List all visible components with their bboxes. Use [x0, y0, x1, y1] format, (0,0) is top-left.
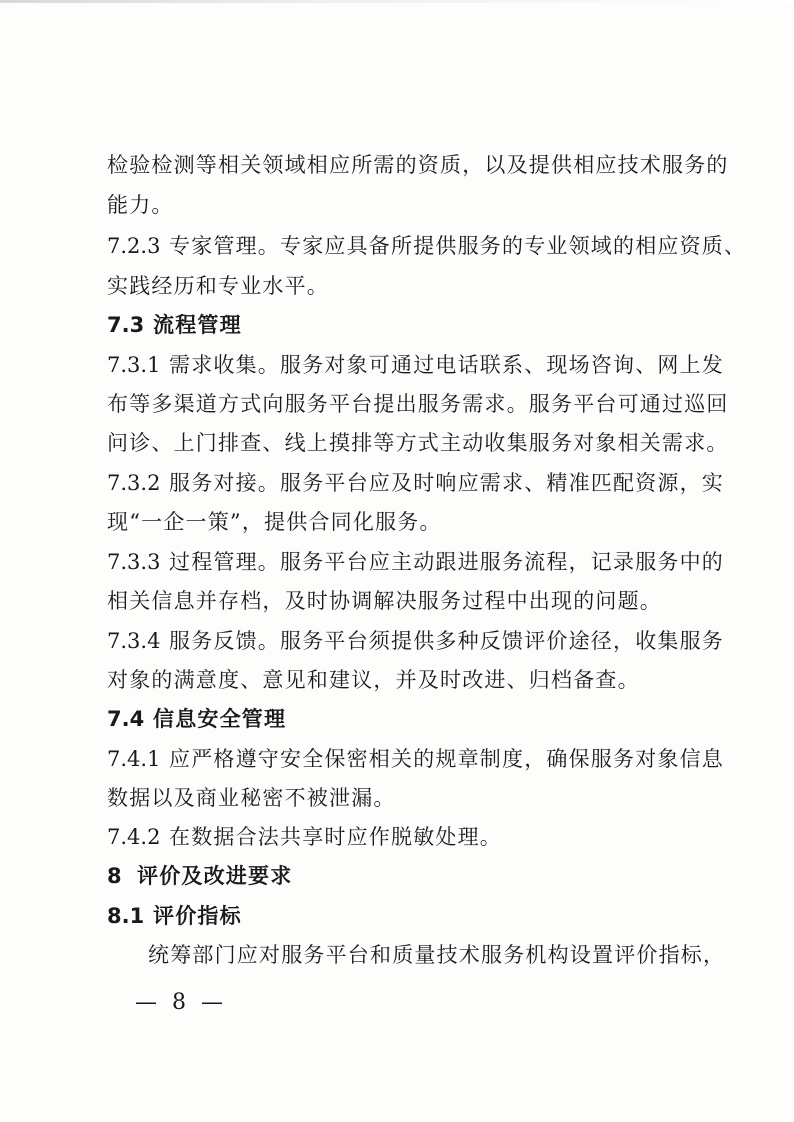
section-number: 7.4: [107, 707, 145, 731]
clause-7-4-2: 7.4.2 在数据合法共享时应作脱敏处理。: [107, 825, 502, 849]
body-line: 检验检测等相关领域相应所需的资质，以及提供相应技术服务的: [107, 153, 729, 177]
clause-7-3-1: 7.3.1 需求收集。服务对象可通过电话联系、现场咨询、网上发: [107, 353, 724, 377]
clause-number: 7.4.2: [107, 825, 161, 849]
scan-top-edge: [0, 0, 794, 3]
body-line: 统筹部门应对服务平台和质量技术服务机构设置评价指标，: [148, 943, 726, 967]
page-number: — 8 —: [135, 990, 227, 1015]
section-number: 8: [107, 864, 122, 888]
section-number: 8.1: [107, 904, 145, 928]
body-line: 现“一企一策”，提供合同化服务。: [107, 510, 442, 534]
clause-7-3-3: 7.3.3 过程管理。服务平台应主动跟进服务流程，记录服务中的: [107, 550, 724, 574]
body-line: 对象的满意度、意见和建议，并及时改进、归档备查。: [107, 668, 640, 692]
section-heading-8: 8 评价及改进要求: [107, 864, 293, 888]
section-heading-7-4: 7.4 信息安全管理: [107, 707, 287, 731]
body-line: 能力。: [107, 193, 174, 217]
body-line: 相关信息并存档，及时协调解决服务过程中出现的问题。: [107, 589, 662, 613]
clause-7-2-3: 7.2.3 专家管理。专家应具备所提供服务的专业领域的相应资质、: [107, 234, 747, 258]
clause-number: 7.4.1: [107, 747, 161, 771]
clause-7-4-1: 7.4.1 应严格遵守安全保密相关的规章制度，确保服务对象信息: [107, 747, 724, 771]
section-number: 7.3: [107, 313, 145, 337]
clause-7-3-4: 7.3.4 服务反馈。服务平台须提供多种反馈评价途径，收集服务: [107, 629, 724, 653]
body-line: 布等多渠道方式向服务平台提出服务需求。服务平台可通过巡回: [107, 392, 729, 416]
clause-number: 7.2.3: [107, 234, 161, 258]
clause-number: 7.3.4: [107, 629, 161, 653]
body-line: 问诊、上门排查、线上摸排等方式主动收集服务对象相关需求。: [107, 431, 729, 455]
body-line: 实践经历和专业水平。: [107, 274, 329, 298]
section-heading-8-1: 8.1 评价指标: [107, 904, 242, 928]
clause-7-3-2: 7.3.2 服务对接。服务平台应及时响应需求、精准匹配资源，实: [107, 471, 724, 495]
clause-number: 7.3.2: [107, 471, 161, 495]
clause-number: 7.3.3: [107, 550, 161, 574]
clause-number: 7.3.1: [107, 353, 161, 377]
section-heading-7-3: 7.3 流程管理: [107, 313, 242, 337]
body-line: 数据以及商业秘密不被泄漏。: [107, 786, 396, 810]
